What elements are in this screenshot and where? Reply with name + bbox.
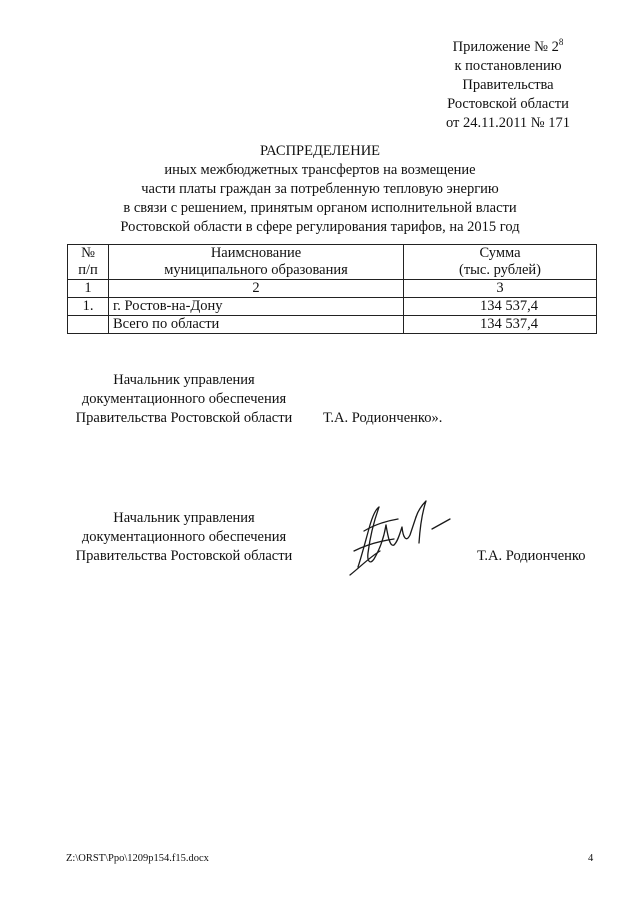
signer-title-line-2: документационного обеспечения — [81, 529, 287, 545]
row-sum: 134 537,4 — [404, 298, 597, 316]
row-number — [68, 316, 109, 334]
row-municipality: г. Ростов-на-Дону — [109, 298, 404, 316]
signer-name-1: Т.А. Родионченко». — [323, 410, 443, 426]
header-name-line1: Наимснование — [210, 245, 302, 261]
title-line-3: в связи с решением, принятым органом исполнительной власти — [123, 200, 517, 216]
column-number-row — [68, 280, 597, 298]
signer-name-2: Т.А. Родионченко — [477, 548, 586, 564]
signer-title-line-1: Начальник управления — [113, 372, 255, 388]
signer-title-line-1: Начальник управления — [113, 510, 255, 526]
distribution-table — [67, 244, 597, 334]
column-number-2: 2 — [109, 280, 404, 298]
row-municipality: Всего по области — [109, 316, 404, 334]
footer-file-path: Z:\ORST\Ppo\1209p154.f15.docx — [66, 853, 209, 864]
table-header-row — [68, 245, 597, 280]
table-row — [68, 316, 597, 334]
document-title — [90, 142, 550, 237]
column-number-3: 3 — [404, 280, 597, 298]
table-row — [68, 298, 597, 316]
title-heading: РАСПРЕДЕЛЕНИЕ — [259, 143, 381, 159]
signature-block-1 — [66, 371, 302, 428]
signer-title-line-3: Правительства Ростовской области — [75, 548, 293, 564]
header-number-cell — [68, 245, 109, 280]
signature-block-2 — [66, 509, 302, 566]
header-number-line2: п/п — [78, 262, 98, 278]
page-number: 4 — [588, 853, 594, 864]
header-sum-cell — [404, 245, 597, 280]
appendix-line-3: Правительства — [462, 77, 554, 93]
appendix-line-4: Ростовской области — [447, 96, 569, 112]
column-number-1: 1 — [68, 280, 109, 298]
handwritten-signature — [340, 495, 455, 580]
title-line-4: Ростовской области в сфере регулирования тарифов, на 2015 год — [120, 219, 520, 235]
appendix-line-5: от 24.11.2011 № 171 — [445, 115, 571, 131]
row-number: 1. — [68, 298, 109, 316]
header-sum-line2: (тыс. рублей) — [459, 262, 541, 278]
signer-title-line-3: Правительства Ростовской области — [75, 410, 293, 426]
appendix-header — [420, 38, 596, 133]
signer-title-line-2: документационного обеспечения — [81, 391, 287, 407]
appendix-line-1: Приложение № 2 — [452, 39, 559, 55]
title-line-2: части платы граждан за потребленную тепловую энергию — [141, 181, 499, 197]
header-name-line2: муниципального образования — [164, 262, 348, 278]
header-sum-line1: Сумма — [479, 245, 521, 261]
row-sum: 134 537,4 — [404, 316, 597, 334]
header-name-cell — [109, 245, 404, 280]
header-number-line1: № — [81, 245, 95, 261]
appendix-superscript: 8 — [558, 37, 564, 47]
title-line-1: иных межбюджетных трансфертов на возмещение — [164, 162, 476, 178]
appendix-line-2: к постановлению — [454, 58, 562, 74]
